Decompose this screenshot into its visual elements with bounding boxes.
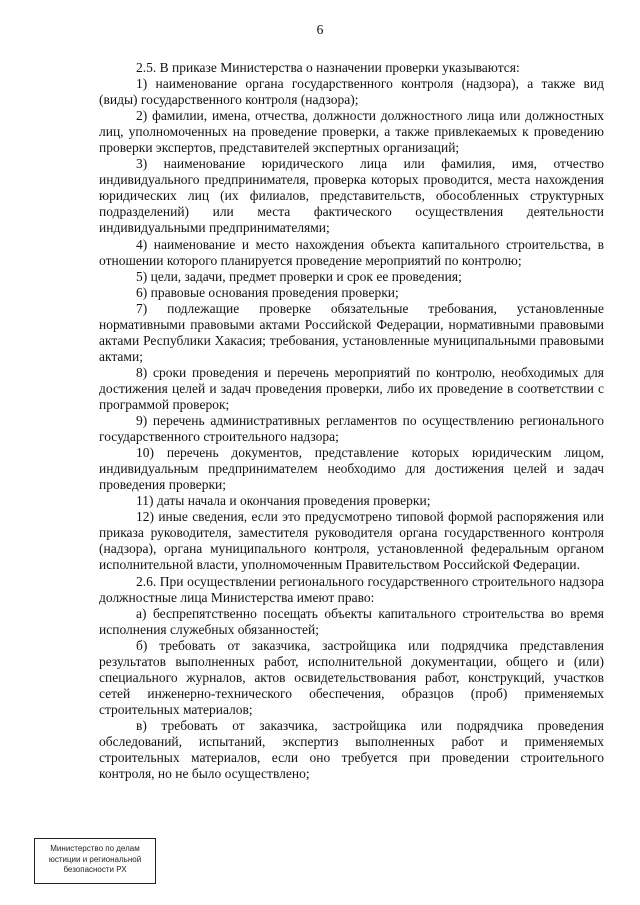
list-item-b: б) требовать от заказчика, застройщика или подрядчика представления результатов выполненных работ, исполнительной документации, общего и (или) специального журналов, актов освидетельствования работ, конструкций, участков сетей инженерно-технического обеспечения, образцов (проб) применяемых строительных материалов; [99,637,604,717]
list-item-a: а) беспрепятственно посещать объекты капитального строительства во время исполнения служебных обязанностей; [99,605,604,637]
list-item-v: в) требовать от заказчика, застройщика или подрядчика проведения обследований, испытаний, экспертиз выполненных работ и применяемых строительных материалов, если оно требуется при проведении строительного контроля, но не было осуществлено; [99,717,604,782]
list-item-8: 8) сроки проведения и перечень мероприятий по контролю, необходимых для достижения целей и задач проведения проверки, либо их проведение в соответствии с программой проверок; [99,364,604,412]
document-body [99,60,604,782]
list-item-10: 10) перечень документов, представление которых юридическим лицом, индивидуальным предпринимателем необходимо для достижения целей и задач проведения проверки; [99,445,604,493]
section-2-6-heading: 2.6. При осуществлении регионального государственного строительного надзора должностные лица Министерства имеют право: [99,573,604,605]
list-item-5: 5) цели, задачи, предмет проверки и срок ее проведения; [136,268,462,284]
list-item-2: 2) фамилии, имена, отчества, должности должностного лица или должностных лиц, уполномоченных на проведение проверки, а также привлекаемых к проведению проверки экспертов, представителей экспертных организаций; [99,108,604,156]
list-item-9: 9) перечень административных регламентов по осуществлению регионального государственного строительного надзора; [99,413,604,445]
list-item-3: 3) наименование юридического лица или фамилия, имя, отчество индивидуального предпринимателя, проверка которых проводится, места нахождения юридических лиц (их филиалов, представительств, обособленных структурных подразделений) или места фактического осуществления деятельности индивидуальными предпринимателями; [99,156,604,236]
list-item-4: 4) наименование и место нахождения объекта капитального строительства, в отношении которого планируется проведение мероприятий по контролю; [99,236,604,268]
ministry-stamp [34,838,156,884]
stamp-line: безопасности РХ [63,865,127,874]
stamp-line: юстиции и региональной [48,854,142,864]
list-item-7: 7) подлежащие проверке обязательные требования, установленные нормативными правовыми актами Российской Федерации, нормативными правовыми актами Республики Хакасия; требования, установленные муниципальными правовыми актами; [99,300,604,364]
list-item-12: 12) иные сведения, если это предусмотрено типовой формой распоряжения или приказа руководителя, заместителя руководителя органа государственного контроля (надзора), органа муниципального контроля, установленной федеральным органом исполнительной власти, уполномоченным Правительством Российской Федерации. [99,509,604,573]
list-item-1: 1) наименование органа государственного контроля (надзора), а также вид (виды) государственного контроля (надзора); [99,76,604,108]
page-number: 6 [316,22,324,37]
list-item-6: 6) правовые основания проведения проверки; [136,284,399,300]
list-item-11: 11) даты начала и окончания проведения проверки; [136,493,431,509]
section-2-5-heading: 2.5. В приказе Министерства о назначении проверки указываются: [136,60,520,75]
stamp-line: Министерство по делам [50,844,140,853]
